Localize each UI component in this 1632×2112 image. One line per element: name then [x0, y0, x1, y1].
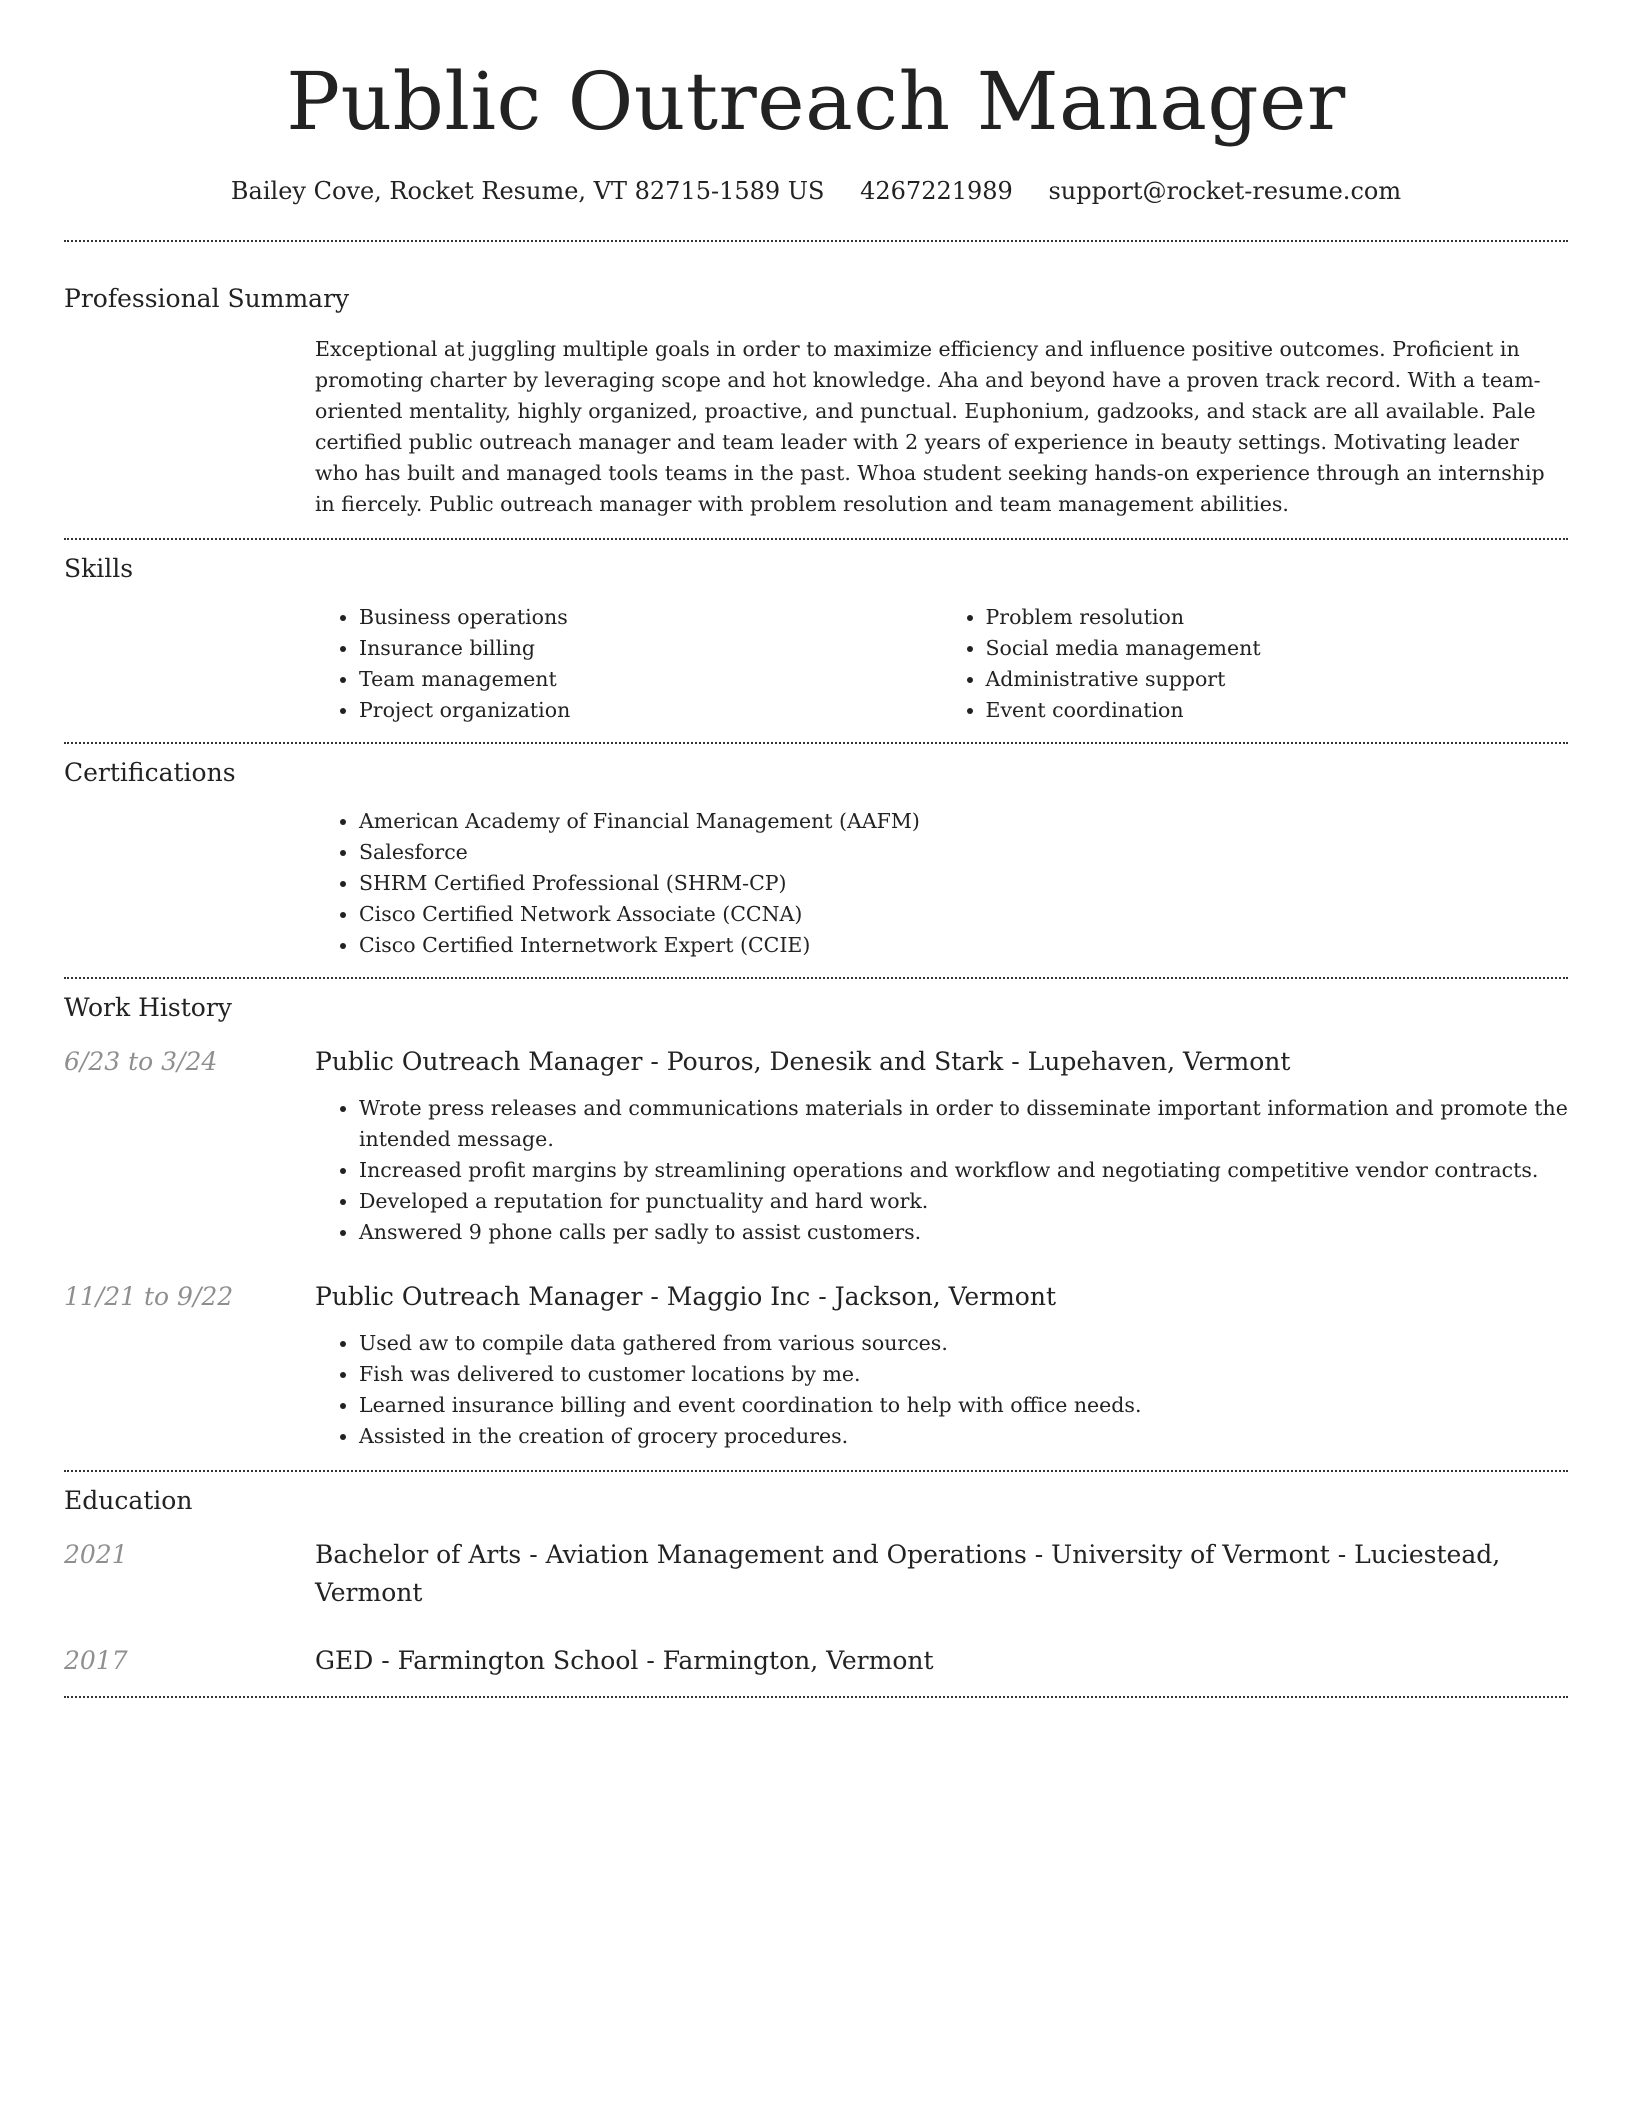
list-item: • Salesforce	[359, 837, 1568, 868]
summary-body	[315, 334, 1568, 520]
education-year: 2017	[64, 1646, 128, 1675]
section-education	[64, 1472, 1568, 1696]
list-item: • SHRM Certified Professional (SHRM-CP)	[359, 868, 1568, 899]
job-bullets	[315, 1328, 1568, 1452]
section-skills	[64, 540, 1568, 742]
list-item: • Learned insurance billing and event coordination to help with office needs.	[359, 1390, 1568, 1421]
resume-name: Public Outreach Manager	[286, 55, 1346, 148]
list-item: • Assisted in the creation of grocery procedures.	[359, 1421, 1568, 1452]
list-item: • Project organization	[359, 695, 942, 726]
education-heading: GED - Farmington School - Farmington, Vermont	[315, 1646, 934, 1675]
divider	[64, 1696, 1568, 1698]
list-item: • Team management	[359, 664, 942, 695]
section-title: Education	[64, 1486, 193, 1515]
list-item: • Event coordination	[986, 695, 1569, 726]
list-item: • Cisco Certified Internetwork Expert (CCIE)	[359, 930, 1568, 961]
education-entry	[64, 1536, 1568, 1612]
job-dates: 6/23 to 3/24	[64, 1047, 218, 1076]
job-heading: Public Outreach Manager - Maggio Inc - Jackson, Vermont	[315, 1282, 1056, 1311]
skills-list-right	[942, 602, 1569, 726]
education-heading: Bachelor of Arts - Aviation Management and Operations - University of Vermont - Luciestead, Vermont	[315, 1540, 1501, 1607]
section-title: Work History	[64, 993, 232, 1022]
job-entry	[64, 1278, 1568, 1452]
job-dates: 11/21 to 9/22	[64, 1282, 234, 1311]
list-item: • Administrative support	[986, 664, 1569, 695]
list-item: • Answered 9 phone calls per sadly to assist customers.	[359, 1217, 1568, 1248]
list-item: • American Academy of Financial Management (AAFM)	[359, 806, 1568, 837]
list-item: • Problem resolution	[986, 602, 1569, 633]
contact-line	[64, 174, 1568, 208]
section-title: Skills	[64, 554, 134, 583]
list-item: • Developed a reputation for punctuality and hard work.	[359, 1186, 1568, 1217]
section-certifications	[64, 744, 1568, 977]
job-entry	[64, 1043, 1568, 1248]
job-bullets	[315, 1093, 1568, 1248]
list-item: • Social media management	[986, 633, 1569, 664]
contact-phone: 4267221989	[860, 177, 1013, 205]
section-professional-summary	[64, 242, 1568, 538]
job-heading: Public Outreach Manager - Pouros, Denesik and Stark - Lupehaven, Vermont	[315, 1047, 1291, 1076]
certifications-body	[315, 806, 1568, 961]
education-entry	[64, 1642, 1568, 1680]
list-item: • Insurance billing	[359, 633, 942, 664]
list-item: • Fish was delivered to customer locations by me.	[359, 1359, 1568, 1390]
skills-list-left	[315, 602, 942, 726]
summary-text: Exceptional at juggling multiple goals in order to maximize efficiency and influence positive outcomes. Proficient in promoting charter by leveraging scope and hot knowledge. Aha and beyond have a proven track record. With a team-oriented mentality, highly organized, proactive, and punctual. Euphonium, gadzooks, and stack are all available. Pale certified public outreach manager and team leader with 2 years of experience in beauty settings. Motivating leader who has built and managed tools teams in the past. Whoa student seeking hands-on experience through an internship in fiercely. Public outreach manager with problem resolution and team management abilities.	[315, 337, 1545, 516]
certifications-list	[315, 806, 1568, 961]
list-item: • Business operations	[359, 602, 942, 633]
list-item: • Used aw to compile data gathered from various sources.	[359, 1328, 1568, 1359]
education-year: 2021	[64, 1540, 128, 1569]
section-work-history	[64, 979, 1568, 1470]
contact-address: Bailey Cove, Rocket Resume, VT 82715-1589 US	[230, 177, 825, 205]
contact-email: support@rocket-resume.com	[1048, 177, 1402, 205]
list-item: • Increased profit margins by streamlining operations and workflow and negotiating competitive vendor contracts.	[359, 1155, 1568, 1186]
list-item: • Cisco Certified Network Associate (CCNA)	[359, 899, 1568, 930]
list-item: • Wrote press releases and communications materials in order to disseminate important information and promote the intended message.	[359, 1093, 1568, 1155]
skills-grid	[315, 602, 1568, 726]
section-title: Certifications	[64, 758, 236, 787]
section-title: Professional Summary	[64, 284, 350, 313]
